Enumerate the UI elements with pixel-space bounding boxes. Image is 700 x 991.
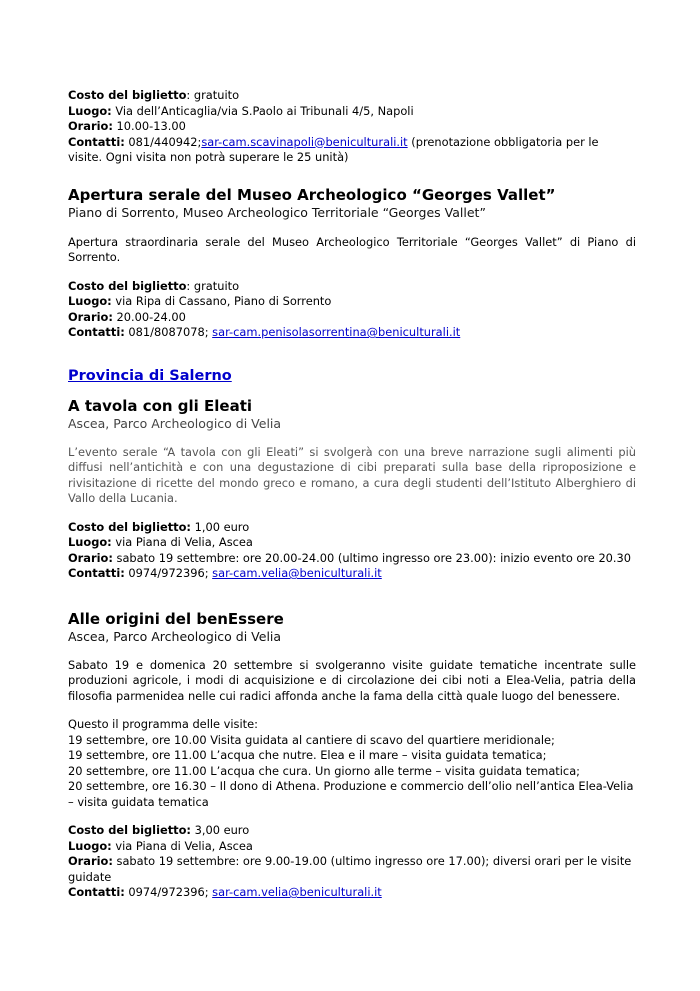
email-link[interactable]: sar-cam.scavinapoli@beniculturali.it bbox=[201, 134, 408, 149]
time-line: Orario: 10.00-13.00 bbox=[68, 119, 186, 133]
event-section bbox=[68, 610, 636, 901]
cost-line: Costo del biglietto: gratuito bbox=[68, 88, 240, 102]
program-item: 19 settembre, ore 10.00 Visita guidata al cantiere di scavo del quartiere meridionale; bbox=[68, 732, 555, 747]
email-link[interactable]: sar-cam.velia@beniculturali.it bbox=[212, 566, 382, 580]
contact-line: Contatti: 081/440942;sar-cam.scavinapoli@beniculturali.it (prenotazione obbligatoria per le visite. Ogni visita non potrà superare le 25 unità) bbox=[68, 134, 599, 164]
program-item: 19 settembre, ore 11.00 L’acqua che nutre. Elea e il mare – visita guidata tematica; bbox=[68, 748, 547, 762]
document-page bbox=[68, 88, 636, 901]
event-subtitle: Ascea, Parco Archeologico di Velia bbox=[68, 628, 282, 644]
program-item: 20 settembre, ore 16.30 – Il dono di Athena. Produzione e commercio dell’olio nell’antica Elea-Velia – visita guidata tematica bbox=[68, 779, 634, 809]
contact-line: Contatti: 0974/972396; sar-cam.velia@beniculturali.it bbox=[68, 885, 382, 899]
event-description: Sabato 19 e domenica 20 settembre si svolgeranno visite guidate tematiche incentrate sulle produzioni agricole, i modi di acquisizione e di circolazione dei cibi noti a Elea-Velia, patria della filosofia parmenidea nelle cui radici affonda anche la fama della città quale luogo del benessere. bbox=[68, 657, 636, 703]
place-line: Luogo: via Piana di Velia, Ascea bbox=[68, 838, 253, 853]
event-subtitle: Ascea, Parco Archeologico di Velia bbox=[68, 415, 282, 431]
province-heading bbox=[68, 367, 636, 385]
program-list bbox=[68, 733, 636, 811]
place-line: Luogo: Via dell’Anticaglia/via S.Paolo ai Tribunali 4/5, Napoli bbox=[68, 103, 414, 118]
event-info-block bbox=[68, 823, 636, 901]
place-line: Luogo: via Piana di Velia, Ascea bbox=[68, 535, 253, 549]
event-subtitle: Piano di Sorrento, Museo Archeologico Territoriale “Georges Vallet” bbox=[68, 204, 486, 220]
event-title: Alle origini del benEssere bbox=[68, 609, 284, 628]
province-link[interactable]: Provincia di Salerno bbox=[68, 367, 232, 384]
event-title: Apertura serale del Museo Archeologico “Georges Vallet” bbox=[68, 185, 556, 204]
event-section bbox=[68, 186, 636, 341]
time-line: Orario: sabato 19 settembre: ore 9.00-19.00 (ultimo ingresso ore 17.00); diversi orari per le visite guidate bbox=[68, 854, 632, 884]
place-line: Luogo: via Ripa di Cassano, Piano di Sorrento bbox=[68, 294, 332, 308]
contact-line: Contatti: 081/8087078; sar-cam.penisolasorrentina@beniculturali.it bbox=[68, 325, 461, 339]
event-description: Apertura straordinaria serale del Museo Archeologico Territoriale “Georges Vallet” di Piano di Sorrento. bbox=[68, 234, 636, 264]
event-info-block bbox=[68, 88, 636, 166]
cost-line: Costo del biglietto: gratuito bbox=[68, 278, 240, 293]
program-item: 20 settembre, ore 11.00 L’acqua che cura. Un giorno alle terme – visita guidata tematica; bbox=[68, 763, 581, 778]
time-line: Orario: 20.00-24.00 bbox=[68, 309, 186, 324]
cost-line: Costo del biglietto: 3,00 euro bbox=[68, 823, 250, 837]
event-title: A tavola con gli Eleati bbox=[68, 396, 253, 415]
event-info-block bbox=[68, 520, 636, 582]
program-intro: Questo il programma delle visite: bbox=[68, 717, 258, 731]
event-section bbox=[68, 397, 636, 582]
email-link[interactable]: sar-cam.penisolasorrentina@beniculturali.it bbox=[212, 325, 461, 339]
cost-line: Costo del biglietto: 1,00 euro bbox=[68, 519, 250, 534]
contact-line: Contatti: 0974/972396; sar-cam.velia@beniculturali.it bbox=[68, 566, 382, 580]
time-line: Orario: sabato 19 settembre: ore 20.00-24.00 (ultimo ingresso ore 23.00): inizio evento ore 20.30 bbox=[68, 550, 632, 565]
event-description: L’evento serale “A tavola con gli Eleati” si svolgerà con una breve narrazione sugli alimenti più diffusi nell’antichità e con una degustazione di cibi preparati sulla base della riproposizione e rivisitazione di ricette del mondo greco e romano, a cura degli studenti dell’Istituto Alberghiero di Vallo della Lucania. bbox=[68, 444, 636, 505]
email-link[interactable]: sar-cam.velia@beniculturali.it bbox=[212, 885, 382, 899]
event-info-block bbox=[68, 279, 636, 341]
